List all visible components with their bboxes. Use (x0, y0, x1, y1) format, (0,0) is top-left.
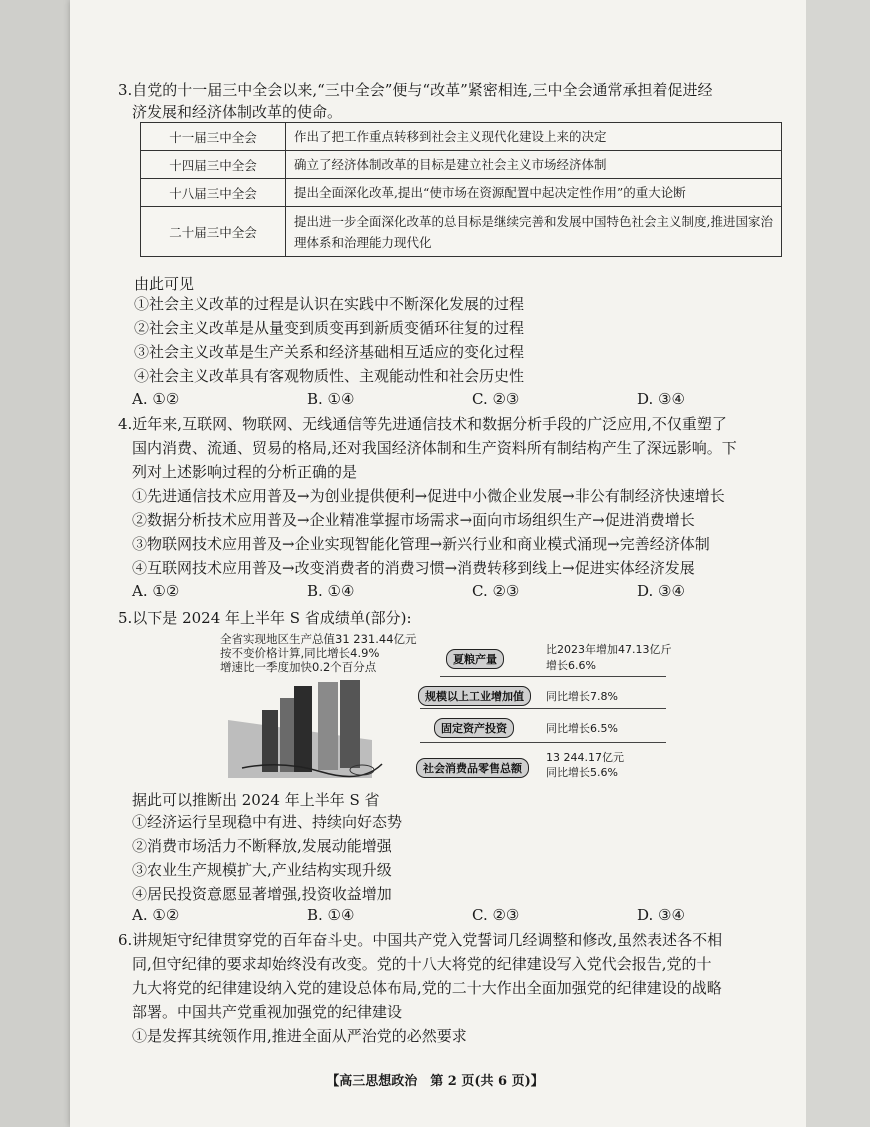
session-cell: 二十届三中全会 (141, 207, 286, 257)
bar-5 (340, 680, 360, 768)
q6-line2: 同,但守纪律的要求却始终没有改变。党的十八大将党的纪律建设写入党代会报告,党的十 (132, 955, 712, 973)
content-cell: 提出全面深化改革,提出“使市场在资源配置中起决定性作用”的重大论断 (286, 179, 782, 207)
indicator-value-investment: 同比增长6.5% (546, 722, 618, 735)
q4-item-3: ③物联网技术应用普及→企业实现智能化管理→新兴行业和商业模式涌现→完善经济体制 (132, 535, 710, 553)
option-d[interactable]: D. ③④ (637, 906, 685, 924)
q3-table (140, 122, 782, 257)
option-d[interactable]: D. ③④ (637, 582, 685, 600)
indicator-tag-industry: 规模以上工业增加值 (418, 686, 531, 706)
option-c[interactable]: C. ②③ (472, 906, 520, 924)
q5-item-3: ③农业生产规模扩大,产业结构实现升级 (132, 861, 392, 879)
session-cell: 十八届三中全会 (141, 179, 286, 207)
indicator-tag-investment: 固定资产投资 (434, 718, 514, 738)
q4-stem-line1: 4.近年来,互联网、物联网、无线通信等先进通信技术和数据分析手段的广泛应用,不仅重塑了 (118, 415, 727, 433)
gdp-line-1: 全省实现地区生产总值31 231.44亿元 (220, 632, 417, 646)
divider (420, 742, 666, 743)
indicator-tag-grain: 夏粮产量 (446, 649, 504, 669)
q3-lead: 由此可见 (134, 275, 195, 293)
page-footer: 【高三思想政治 第 2 页(共 6 页)】 (326, 1074, 544, 1089)
option-b[interactable]: B. ①④ (307, 390, 355, 408)
q6-line1: 6.讲规矩守纪律贯穿党的百年奋斗史。中国共产党入党誓词几经调整和修改,虽然表述各不相 (118, 931, 723, 949)
content-cell: 提出进一步全面深化改革的总目标是继续完善和发展中国特色社会主义制度,推进国家治理体系和治理能力现代化 (286, 207, 782, 257)
q3-item-4: ④社会主义改革具有客观物质性、主观能动性和社会历史性 (134, 367, 525, 385)
q5-stem: 5.以下是 2024 年上半年 S 省成绩单(部分): (118, 609, 412, 627)
scan-margin-left (0, 0, 70, 1127)
divider (420, 708, 666, 709)
gdp-line-3: 增速比一季度加快0.2个百分点 (220, 660, 377, 674)
table-row (141, 179, 782, 207)
q4-item-4: ④互联网技术应用普及→改变消费者的消费习惯→消费转移到线上→促进实体经济发展 (132, 559, 695, 577)
bar-chart-illustration (222, 680, 392, 780)
indicator-value-retail-1: 13 244.17亿元 (546, 751, 624, 764)
gdp-summary (220, 632, 417, 674)
table-row (141, 207, 782, 257)
option-a[interactable]: A. ①② (132, 906, 180, 924)
indicator-value-grain-2: 增长6.6% (546, 659, 596, 672)
option-d[interactable]: D. ③④ (637, 390, 685, 408)
q5-item-1: ①经济运行呈现稳中有进、持续向好态势 (132, 813, 403, 831)
option-c[interactable]: C. ②③ (472, 582, 520, 600)
q6-line3: 九大将党的纪律建设纳入党的建设总体布局,党的二十大作出全面加强党的纪律建设的战略 (132, 979, 722, 997)
option-a[interactable]: A. ①② (132, 582, 180, 600)
indicator-value-industry: 同比增长7.8% (546, 690, 618, 703)
bar-3 (294, 686, 312, 772)
indicator-value-grain-1: 比2023年增加47.13亿斤 (546, 643, 672, 656)
q5-item-4: ④居民投资意愿显著增强,投资收益增加 (132, 885, 392, 903)
q3-item-3: ③社会主义改革是生产关系和经济基础相互适应的变化过程 (134, 343, 525, 361)
q4-stem-line3: 列对上述影响过程的分析正确的是 (132, 463, 358, 481)
q4-stem-line2: 国内消费、流通、贸易的格局,还对我国经济体制和生产资料所有制结构产生了深远影响。下 (132, 439, 737, 457)
table-row (141, 123, 782, 151)
bar-1 (262, 710, 278, 772)
option-c[interactable]: C. ②③ (472, 390, 520, 408)
indicator-value-retail-2: 同比增长5.6% (546, 766, 618, 779)
content-cell: 作出了把工作重点转移到社会主义现代化建设上来的决定 (286, 123, 782, 151)
scan-margin-right (806, 0, 870, 1127)
q4-item-2: ②数据分析技术应用普及→企业精准掌握市场需求→面向市场组织生产→促进消费增长 (132, 511, 695, 529)
gdp-line-2: 按不变价格计算,同比增长4.9% (220, 646, 380, 660)
session-cell: 十四届三中全会 (141, 151, 286, 179)
q6-item-1: ①是发挥其统领作用,推进全面从严治党的必然要求 (132, 1027, 467, 1045)
option-a[interactable]: A. ①② (132, 390, 180, 408)
session-cell: 十一届三中全会 (141, 123, 286, 151)
option-b[interactable]: B. ①④ (307, 906, 355, 924)
option-b[interactable]: B. ①④ (307, 582, 355, 600)
table-row (141, 151, 782, 179)
q3-item-2: ②社会主义改革是从量变到质变再到新质变循环往复的过程 (134, 319, 525, 337)
bar-4 (318, 682, 338, 770)
divider (440, 676, 666, 677)
q3-stem-line2: 济发展和经济体制改革的使命。 (132, 103, 343, 121)
q5-item-2: ②消费市场活力不断释放,发展动能增强 (132, 837, 392, 855)
q4-item-1: ①先进通信技术应用普及→为创业提供便利→促进中小微企业发展→非公有制经济快速增长 (132, 487, 725, 505)
q5-lead: 据此可以推断出 2024 年上半年 S 省 (132, 791, 380, 809)
q6-line4: 部署。中国共产党重视加强党的纪律建设 (132, 1003, 403, 1021)
q3-stem-line1: 3.自党的十一届三中全会以来,“三中全会”便与“改革”紧密相连,三中全会通常承担着促进经 (118, 81, 713, 99)
q3-item-1: ①社会主义改革的过程是认识在实践中不断深化发展的过程 (134, 295, 525, 313)
content-cell: 确立了经济体制改革的目标是建立社会主义市场经济体制 (286, 151, 782, 179)
indicator-tag-retail: 社会消费品零售总额 (416, 758, 529, 778)
